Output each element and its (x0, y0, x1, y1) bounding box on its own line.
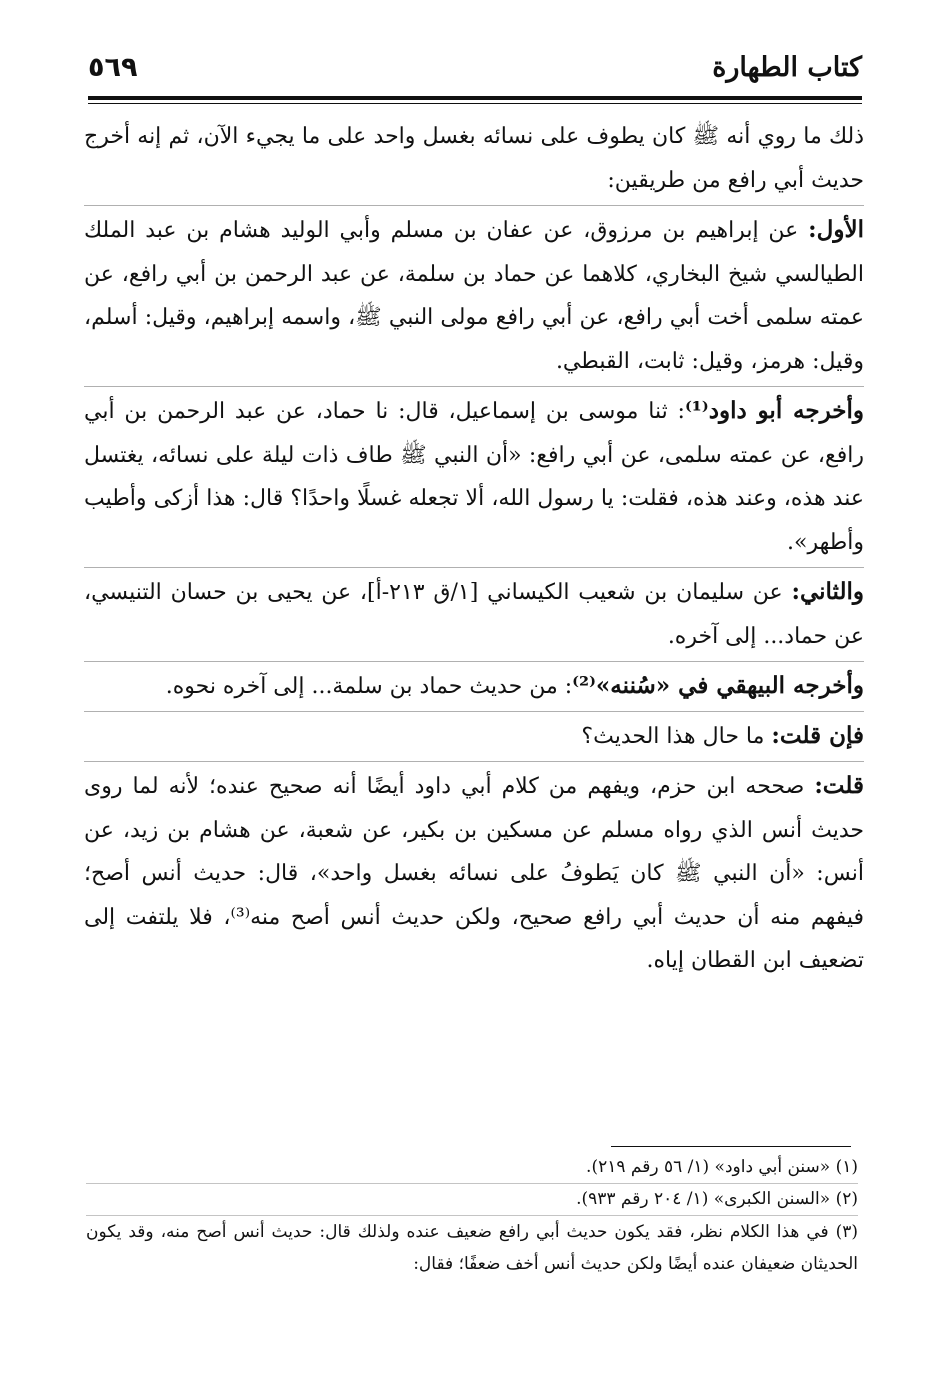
footnote: (٣) في هذا الكلام نظر، فقد يكون حديث أبي رافع ضعيف عنده ولذلك قال: حديث أنس أصح منه، وقد يكون الحديثان ضعيفان عنده أيضًا ولكن حديث أنس أخف ضعفًا؛ فقال: (86, 1215, 858, 1280)
page-number: ٥٦٩ (88, 52, 138, 83)
footnote: (١) «سنن أبي داود» (١/ ٥٦ رقم ٢١٩). (586, 1157, 858, 1177)
footnote: (٢) «السنن الكبرى» (١/ ٢٠٤ رقم ٩٣٣). (86, 1183, 858, 1215)
footnote-separator (611, 1146, 851, 1147)
paragraph-text: ما حال هذا الحديث؟ (581, 724, 772, 749)
paragraph-text: عن سليمان بن شعيب الكيساني [١/ق ٢١٣-أ]، عن يحيى بن حسان التنيسي، عن حماد... إلى آخره. (84, 580, 864, 649)
paragraph-text: : من حديث حماد بن سلمة... إلى آخره نحوه. (165, 674, 573, 699)
paragraph-text: عن إبراهيم بن مرزوق، عن عفان بن مسلم وأبي الوليد هشام بن عبد الملك الطيالسي شيخ البخاري، كلاهما عن حماد بن سلمة، عن عبد الرحمن بن أبي رافع، عن عمته سلمى أخت أبي رافع، عن أبي رافع مولى النبي ﷺ، واسمه إبراهيم، وقيل: أسلم، وقيل: هرمز، وقيل: ثابت، القبطي. (84, 218, 864, 374)
paragraph (84, 761, 864, 986)
paragraph (84, 711, 864, 761)
paragraph (84, 661, 864, 711)
paragraph (84, 386, 864, 567)
footnotes (86, 1152, 858, 1280)
paragraph (84, 205, 864, 386)
paragraph-text: صححه ابن حزم، ويفهم من كلام أبي داود أيضًا أنه صحيح عنده؛ لأنه لما روى حديث أنس الذي رواه مسلم عن مسكين بن بكير، عن شعبة، عن هشام بن زيد، عن أنس: «أن النبي ﷺ كان يَطوفُ على نسائه بغسل واحد»، قال: حديث أنس أصح؛ فيفهم منه أن حديث أبي رافع صحيح، ولكن حديث أنس أصح منه⁽³⁾، فلا يلتفت إلى تضعيف ابن القطان إياه. (84, 774, 864, 973)
running-header (88, 52, 862, 96)
main-text (84, 114, 864, 986)
paragraph (84, 567, 864, 661)
paragraph-lead: وأخرجه البيهقي في «سُننه»⁽²⁾ (572, 672, 864, 699)
paragraph-text: ذلك ما روي أنه ﷺ كان يطوف على نسائه بغسل واحد على ما يجيء الآن، ثم إنه أخرج حديث أبي رافع من طريقين: (84, 124, 864, 193)
paragraph (84, 114, 864, 205)
paragraph-lead: قلت: (814, 772, 864, 799)
book-title: كتاب الطهارة (712, 52, 862, 83)
paragraph-lead: والثاني: (791, 578, 864, 605)
paragraph-text: : ثنا موسى بن إسماعيل، قال: نا حماد، عن عبد الرحمن بن أبي رافع، عن عمته سلمى، عن أبي رافع: «أن النبي ﷺ طاف ذات ليلة على نسائه، يغتسل عند هذه، وعند هذه، فقلت: يا رسول الله، ألا تجعله غسلًا واحدًا؟ قال: هذا أزكى وأطيب وأطهر». (84, 399, 864, 555)
header-rule-thick (88, 96, 862, 100)
paragraph-lead: وأخرجه أبو داود⁽¹⁾ (684, 397, 864, 424)
header-rule-thin (88, 103, 862, 104)
paragraph-lead: الأول: (808, 216, 864, 243)
paragraph-lead: فإن قلت: (771, 722, 864, 749)
